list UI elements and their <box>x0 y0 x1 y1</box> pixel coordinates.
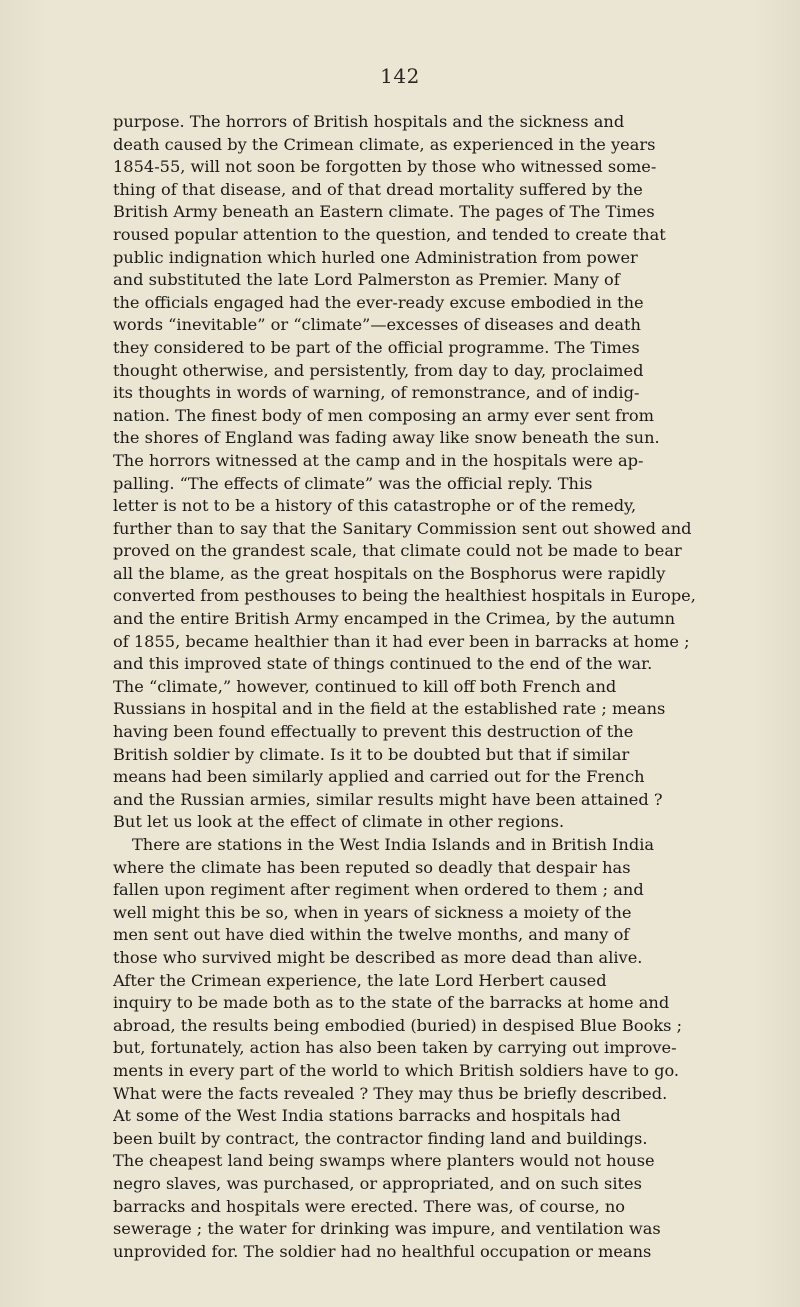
text-line: nation. The finest body of men composing an army ever sent from <box>113 405 654 425</box>
text-line: The horrors witnessed at the camp and in the hospitals were ap- <box>113 450 644 470</box>
text-line: where the climate has been reputed so deadly that despair has <box>113 857 631 877</box>
text-line: well might this be so, when in years of sickness a moiety of the <box>113 902 632 922</box>
text-line: At some of the West India stations barracks and hospitals had <box>113 1106 621 1126</box>
text-line: of 1855, became healthier than it had ever been in barracks at home ; <box>113 631 690 651</box>
text-line: converted from pesthouses to being the healthiest hospitals in Europe, <box>113 586 696 606</box>
text-line: What were the facts revealed ? They may thus be briefly described. <box>113 1083 668 1103</box>
page-number: 142 <box>380 64 420 88</box>
text-line: the shores of England was fading away like snow beneath the sun. <box>113 428 660 448</box>
text-line: 1854-55, will not soon be forgotten by those who witnessed some- <box>113 157 657 177</box>
text-line: and the entire British Army encamped in the Crimea, by the autumn <box>113 609 676 629</box>
text-line: The cheapest land being swamps where planters would not house <box>113 1151 655 1171</box>
text-line: barracks and hospitals were erected. There was, of course, no <box>113 1196 626 1216</box>
text-line: But let us look at the effect of climate in other regions. <box>113 812 565 832</box>
text-line: its thoughts in words of warning, of remonstrance, and of indig- <box>113 383 640 403</box>
text-line: been built by contract, the contractor finding land and buildings. <box>113 1128 648 1148</box>
text-line: sewerage ; the water for drinking was impure, and ventilation was <box>113 1219 661 1239</box>
body-text <box>113 111 725 1263</box>
text-line: the officials engaged had the ever-ready excuse embodied in the <box>113 292 644 312</box>
text-line: public indignation which hurled one Administration from power <box>113 247 638 267</box>
text-line: After the Crimean experience, the late Lord Herbert caused <box>113 970 607 990</box>
text-line: unprovided for. The soldier had no healthful occupation or means <box>113 1241 652 1261</box>
text-line: but, fortunately, action has also been taken by carrying out improve- <box>113 1038 677 1058</box>
text-line: and this improved state of things continued to the end of the war. <box>113 654 653 674</box>
text-line: palling. “The effects of climate” was the official reply. This <box>113 473 593 493</box>
text-line: and the Russian armies, similar results might have been attained ? <box>113 789 663 809</box>
text-line: inquiry to be made both as to the state of the barracks at home and <box>113 993 670 1013</box>
text-line: further than to say that the Sanitary Commission sent out showed and <box>113 518 692 538</box>
text-line: and substituted the late Lord Palmerston as Premier. Many of <box>113 270 620 290</box>
text-line: death caused by the Crimean climate, as experienced in the years <box>113 134 656 154</box>
text-line: British Army beneath an Eastern climate. The pages of The Times <box>113 202 655 222</box>
text-line: thing of that disease, and of that dread mortality suffered by the <box>113 179 643 199</box>
text-line: Russians in hospital and in the field at the established rate ; means <box>113 699 666 719</box>
text-line: proved on the grandest scale, that climate could not be made to bear <box>113 541 682 561</box>
text-line: words “inevitable” or “climate”—excesses of diseases and death <box>113 315 641 335</box>
text-line: The “climate,” however, continued to kill off both French and <box>113 676 617 696</box>
text-line: having been found effectually to prevent this destruction of the <box>113 722 634 742</box>
text-line: men sent out have died within the twelve months, and many of <box>113 925 630 945</box>
text-line: means had been similarly applied and carried out for the French <box>113 767 645 787</box>
text-line: fallen upon regiment after regiment when ordered to them ; and <box>113 880 644 900</box>
text-line: thought otherwise, and persistently, from day to day, proclaimed <box>113 360 644 380</box>
text-line: negro slaves, was purchased, or appropriated, and on such sites <box>113 1173 642 1193</box>
text-line: There are stations in the West India Islands and in British India <box>132 835 655 854</box>
text-line: those who survived might be described as more dead than alive. <box>113 947 643 967</box>
text-line: they considered to be part of the official programme. The Times <box>113 337 640 357</box>
text-line: letter is not to be a history of this catastrophe or of the remedy, <box>113 496 637 516</box>
text-line: roused popular attention to the question, and tended to create that <box>113 224 666 244</box>
text-line: British soldier by climate. Is it to be doubted but that if similar <box>113 744 630 764</box>
text-line: ments in every part of the world to which British soldiers have to go. <box>113 1060 680 1080</box>
text-line: purpose. The horrors of British hospitals and the sickness and <box>113 112 625 131</box>
text-line: abroad, the results being embodied (buried) in despised Blue Books ; <box>113 1015 683 1035</box>
text-line: all the blame, as the great hospitals on the Bosphorus were rapidly <box>113 563 666 583</box>
